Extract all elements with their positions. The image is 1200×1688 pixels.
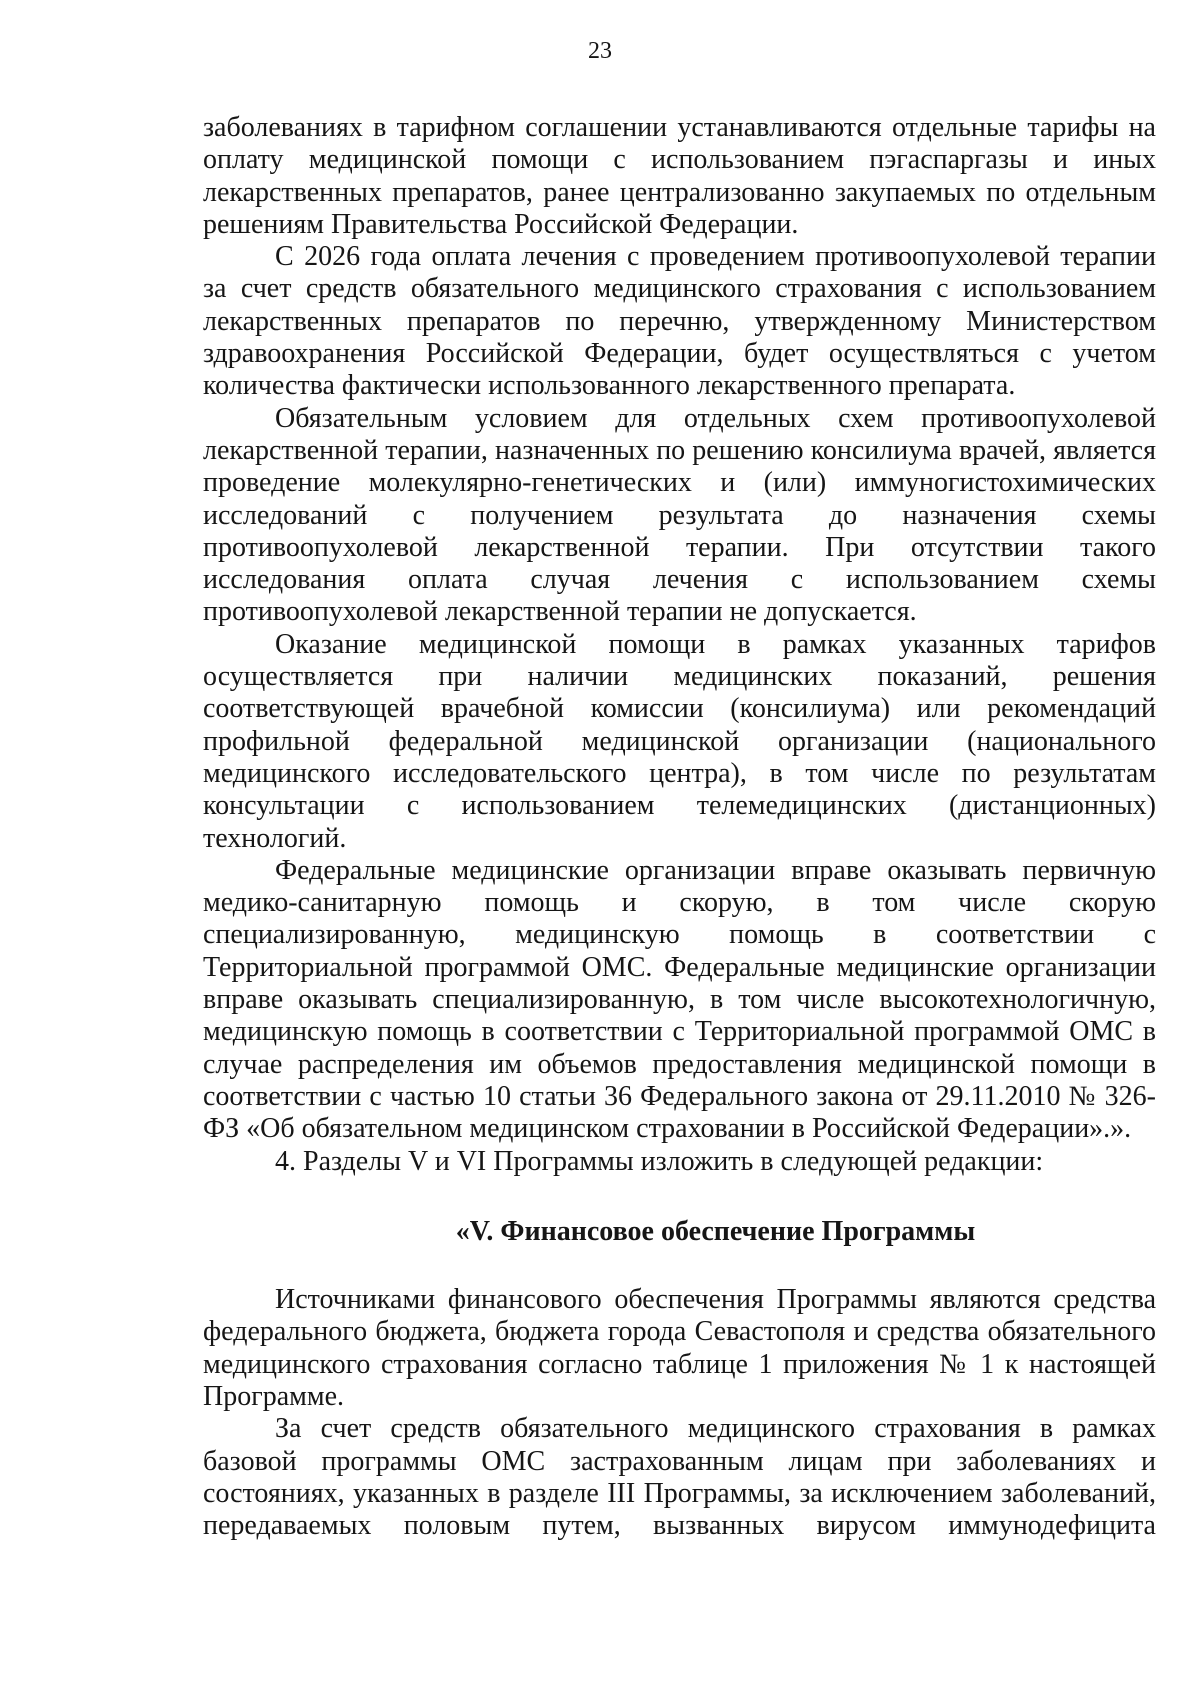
section-heading: «V. Финансовое обеспечение Программы xyxy=(455,1215,976,1247)
paragraph-oms-funding: За счет средств обязательного медицинского страхования в рамках базовой программы ОМС застрахованным лицам при заболеваниях и состояниях, указанных в разделе III Программы, за исключением заболеваний, передаваемых половым путем, вызванных вирусом иммунодефицита xyxy=(203,1413,1156,1542)
paragraph-care-provision: Оказание медицинской помощи в рамках указанных тарифов осуществляется при наличии медицинских показаний, решения соответствующей врачебной комиссии (консилиума) или рекомендаций профильной федеральной медицинской организации (национального медицинского исследовательского центра), в том числе по результатам консультации с использованием телемедицинских (дистанционных) технологий. xyxy=(203,628,1156,854)
paragraph-mandatory-condition: Обязательным условием для отдельных схем противоопухолевой лекарственной терапии, назначенных по решению консилиума врачей, является проведение молекулярно-генетических и (или) иммуногистохимических исследований с получением результата до назначения схемы противоопухолевой лекарственной терапии. При отсутствии такого исследования оплата случая лечения с использованием схемы противоопухолевой лекарственной терапии не допускается. xyxy=(203,402,1156,628)
paragraph-sections-amendment: 4. Разделы V и VI Программы изложить в следующей редакции: xyxy=(275,1145,1044,1177)
paragraph-payment-2026: С 2026 года оплата лечения с проведением противоопухолевой терапии за счет средств обязательного медицинского страхования с использованием лекарственных препаратов по перечню, утвержденному Министерством здравоохранения Российской Федерации, будет осуществляться с учетом количества фактически использованного лекарственного препарата. xyxy=(203,241,1156,402)
page-number: 23 xyxy=(588,38,612,64)
document-body xyxy=(203,112,1156,1542)
paragraph-continuation: заболеваниях в тарифном соглашении устанавливаются отдельные тарифы на оплату медицинской помощи с использованием пэгаспаргазы и иных лекарственных препаратов, ранее централизованно закупаемых по отдельным решениям Правительства Российской Федерации. xyxy=(203,112,1156,240)
paragraph-federal-organizations: Федеральные медицинские организации вправе оказывать первичную медико-санитарную помощь и скорую, в том числе скорую специализированную, медицинскую помощь в соответствии с Территориальной программой ОМС. Федеральные медицинские организации вправе оказывать специализированную, в том числе высокотехнологичную, медицинскую помощь в соответствии с Территориальной программой ОМС в случае распределения им объемов предоставления медицинской помощи в соответствии с частью 10 статьи 36 Федерального закона от 29.11.2010 № 326-ФЗ «Об обязательном медицинском страховании в Российской Федерации».». xyxy=(203,854,1156,1145)
paragraph-funding-sources: Источниками финансового обеспечения Программы являются средства федерального бюджета, бюджета города Севастополя и средства обязательного медицинского страхования согласно таблице 1 приложения № 1 к настоящей Программе. xyxy=(203,1284,1156,1412)
